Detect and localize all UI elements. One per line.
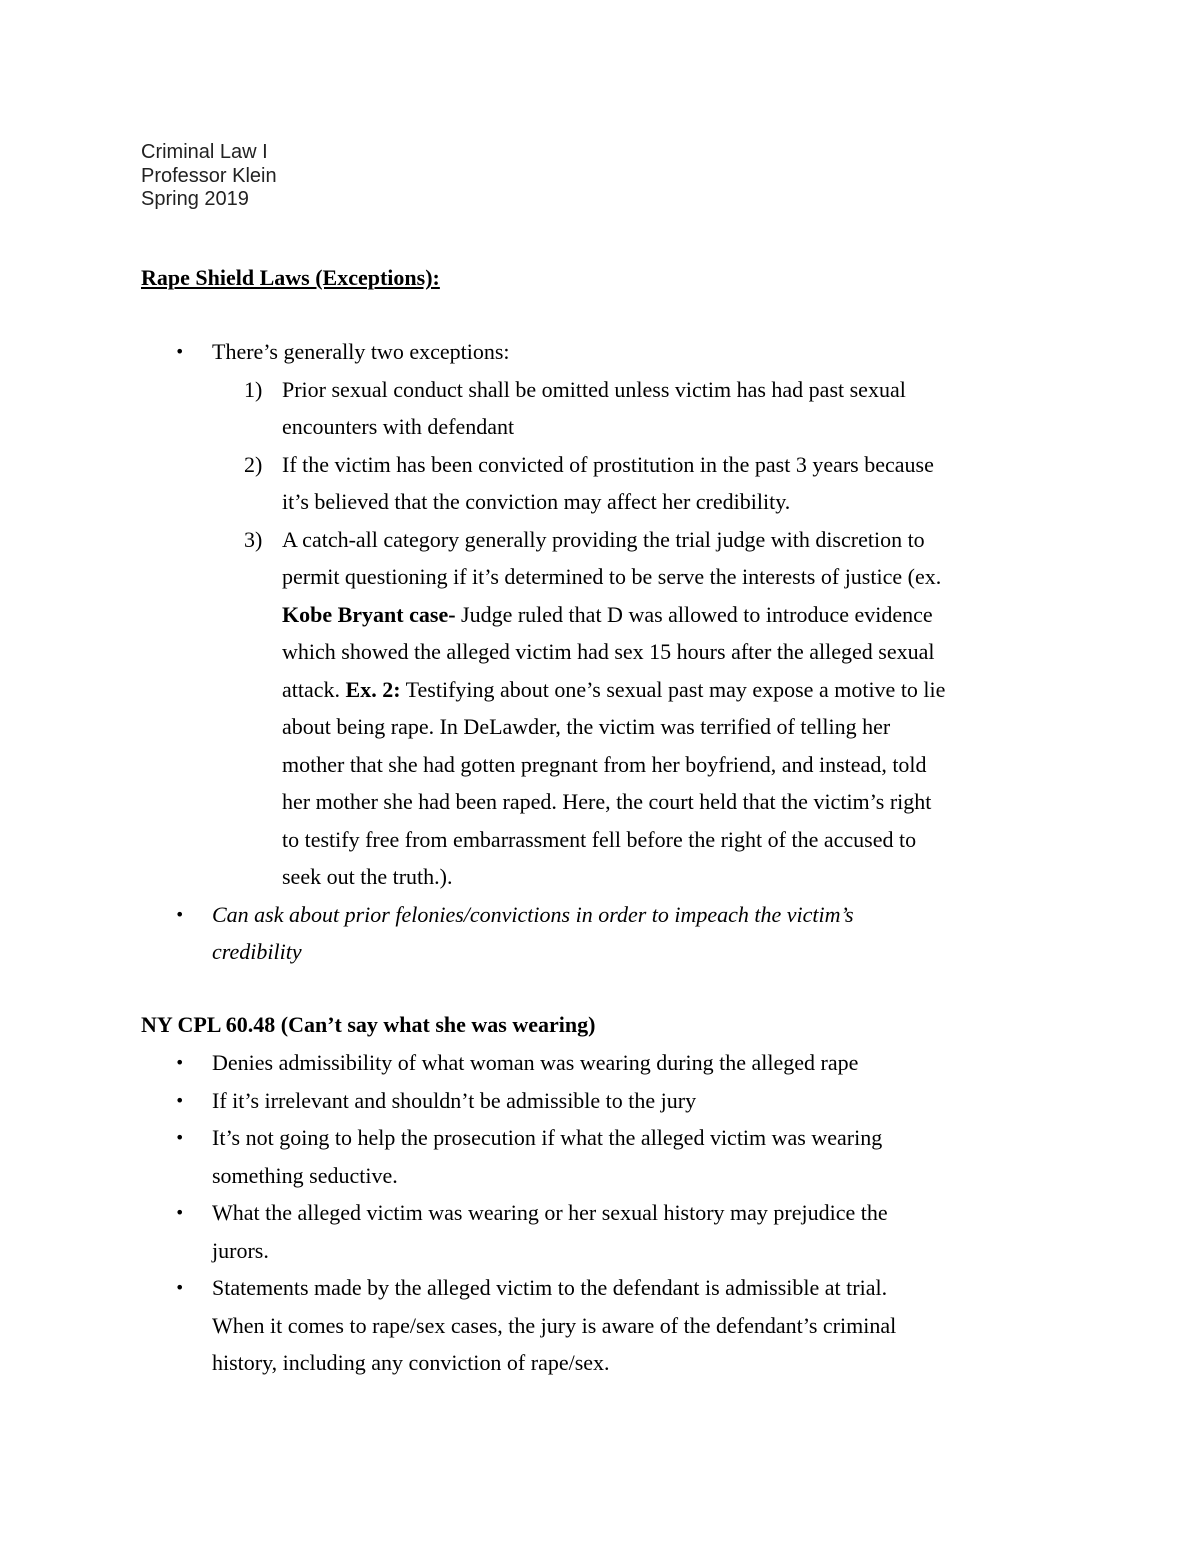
header-block: [141, 141, 277, 212]
item-line: [282, 671, 1071, 709]
bullet-text: There’s generally two exceptions:: [212, 339, 510, 364]
case-name: Kobe Bryant case-: [282, 601, 456, 627]
item-line: Prior sexual conduct shall be omitted unless victim has had past sexual: [282, 376, 906, 402]
bullet-text: something seductive.: [212, 1162, 398, 1188]
bullet-text: Can ask about prior felonies/convictions in order to impeach the victim’s: [212, 901, 854, 927]
bullet-text: If it’s irrelevant and shouldn’t be admissible to the jury: [212, 1087, 697, 1113]
bullet-icon: •: [175, 1203, 185, 1222]
item-line: permit questioning if it’s determined to be serve the interests of justice (ex.: [282, 564, 942, 589]
list-item: [141, 1082, 1071, 1120]
item-number: 3): [244, 526, 263, 552]
bullet-text: Statements made by the alleged victim to the defendant is admissible at trial.: [212, 1275, 888, 1300]
numbered-item-3: [141, 521, 1071, 896]
item-line: to testify free from embarrassment fell before the right of the accused to: [282, 826, 917, 852]
bullet-icon: •: [175, 1090, 185, 1110]
list-item: [141, 333, 1071, 371]
bullet-icon: •: [175, 342, 185, 361]
item-text: Judge ruled that D was allowed to introduce evidence: [455, 601, 933, 627]
item-line: which showed the alleged victim had sex 15 hours after the alleged sexual: [282, 639, 935, 664]
bullet-text: When it comes to rape/sex cases, the jury is aware of the defendant’s criminal: [212, 1312, 897, 1338]
bullet-text: Denies admissibility of what woman was wearing during the alleged rape: [212, 1050, 859, 1075]
item-line: A catch-all category generally providing the trial judge with discretion to: [282, 526, 925, 552]
list-item: [141, 1119, 1071, 1194]
section-rape-shield: [141, 333, 1071, 971]
bullet-icon: •: [175, 1128, 185, 1147]
item-line: about being rape. In DeLawder, the victim was terrified of telling her: [282, 714, 891, 739]
item-line: [282, 596, 1071, 634]
item-number: 1): [244, 376, 263, 402]
bullet-text: jurors.: [212, 1237, 269, 1263]
item-line: If the victim has been convicted of prostitution in the past 3 years because: [282, 451, 934, 477]
term: Spring 2019: [141, 188, 249, 210]
item-number: 2): [244, 451, 263, 477]
numbered-item-2: [141, 446, 1071, 521]
item-line: encounters with defendant: [282, 414, 515, 439]
professor-name: Professor Klein: [141, 164, 277, 187]
section-heading-ny-cpl: NY CPL 60.48 (Can’t say what she was wearing): [141, 1012, 596, 1037]
bullet-icon: •: [175, 1053, 185, 1072]
bullet-text: What the alleged victim was wearing or her sexual history may prejudice the: [212, 1200, 888, 1225]
numbered-item-1: [141, 371, 1071, 446]
list-item: [141, 1269, 1071, 1382]
list-item: [141, 1194, 1071, 1269]
course-title: Criminal Law I: [141, 141, 268, 163]
list-item: [141, 896, 1071, 971]
item-text: Testifying about one’s sexual past may expose a motive to lie: [400, 676, 946, 702]
item-line: her mother she had been raped. Here, the court held that the victim’s right: [282, 789, 932, 814]
bullet-text: credibility: [212, 939, 302, 964]
bullet-icon: •: [175, 904, 185, 924]
section-heading-rape-shield: Rape Shield Laws (Exceptions):: [141, 265, 440, 290]
bullet-text: It’s not going to help the prosecution if what the alleged victim was wearing: [212, 1125, 883, 1150]
example-label: Ex. 2:: [345, 676, 401, 702]
item-text: attack.: [282, 676, 346, 702]
bullet-icon: •: [175, 1278, 185, 1297]
bullet-text: history, including any conviction of rape/sex.: [212, 1350, 610, 1375]
item-line: mother that she had gotten pregnant from her boyfriend, and instead, told: [282, 751, 927, 777]
item-line: seek out the truth.).: [282, 864, 453, 889]
section-ny-cpl: [141, 1044, 1071, 1382]
item-line: it’s believed that the conviction may affect her credibility.: [282, 489, 791, 514]
list-item: [141, 1044, 1071, 1082]
